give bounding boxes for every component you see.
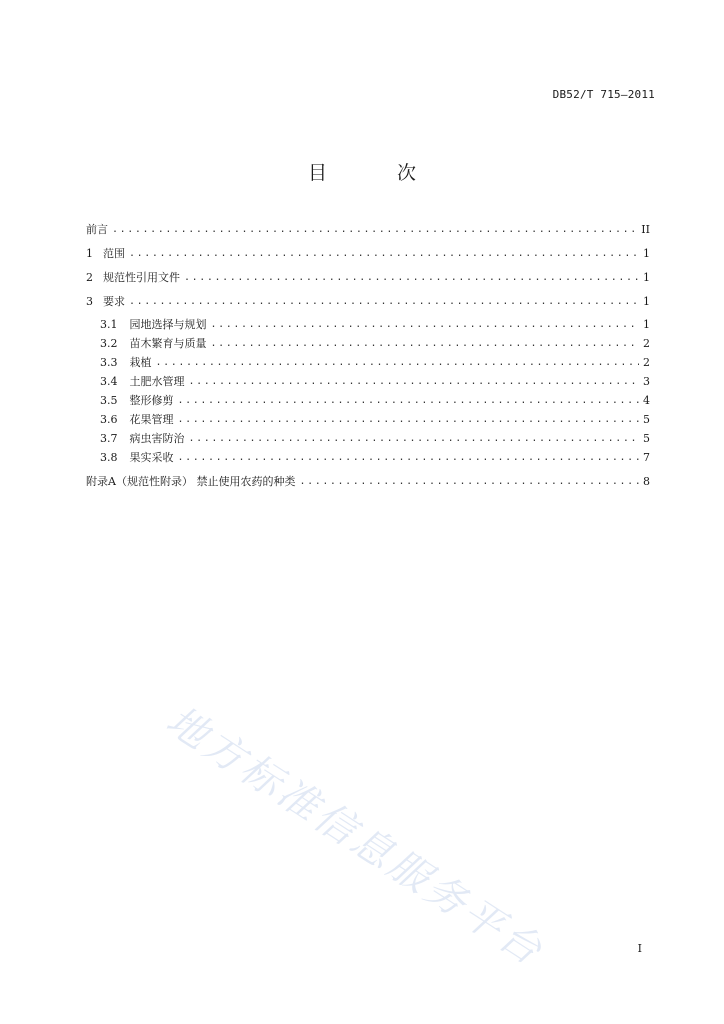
toc-entry-label: 要求 (103, 295, 125, 308)
toc-entry-page: 1 (643, 318, 650, 331)
toc-entry-label: 花果管理 (129, 413, 174, 426)
toc-entry-page: 3 (643, 375, 650, 388)
toc-entry[interactable] (100, 355, 650, 371)
toc-entry-number: 3.5 (100, 394, 118, 407)
toc-leader-dots (299, 474, 639, 490)
toc-entry-label: 病虫害防治 (129, 432, 185, 445)
toc-entry-page: 1 (643, 247, 650, 260)
page-number: I (637, 942, 642, 955)
toc-entry-label: 规范性引用文件 (103, 271, 180, 284)
toc-leader-dots (211, 317, 640, 333)
toc-entry-label: 苗木繁育与质量 (129, 337, 207, 350)
toc-entry[interactable] (100, 317, 650, 333)
toc-entry-page: 4 (643, 394, 650, 407)
toc-title: 目 次 (307, 162, 449, 184)
toc-entry[interactable] (100, 412, 650, 428)
toc-entry-number: 3.7 (100, 432, 118, 445)
toc-entry[interactable] (86, 222, 650, 238)
toc-leader-dots (129, 294, 639, 310)
toc-entry-number: 2 (86, 271, 93, 284)
toc-entry[interactable] (86, 270, 650, 286)
toc-entry-number: 3.6 (100, 413, 118, 426)
toc-entry[interactable] (100, 336, 650, 352)
toc-entry[interactable] (100, 393, 650, 409)
toc-entry-label: 范围 (103, 247, 125, 260)
toc-leader-dots (178, 393, 640, 409)
toc-entry[interactable] (100, 450, 650, 466)
toc-entry-page: 8 (643, 475, 650, 488)
toc-entry-page: 7 (643, 451, 650, 464)
toc-entry-label: 前言 (86, 223, 108, 236)
document-code: DB52/T 715—2011 (552, 88, 655, 101)
toc-entry-label: 附录A（规范性附录） 禁止使用农药的种类 (86, 475, 296, 488)
toc-entry-number: 3.3 (100, 356, 118, 369)
toc-entry-number: 3.2 (100, 337, 118, 350)
watermark-text: 地方标准信息服务平台 (158, 697, 553, 976)
toc-entry[interactable] (100, 374, 650, 390)
toc-leader-dots (189, 431, 640, 447)
toc-entry[interactable] (86, 474, 650, 490)
toc-leader-dots (156, 355, 640, 371)
toc-leader-dots (189, 374, 640, 390)
toc-entry-number: 3.1 (100, 318, 118, 331)
toc-entry-page: 2 (643, 356, 650, 369)
toc-leader-dots (178, 412, 640, 428)
toc-leader-dots (129, 246, 639, 262)
toc-entry[interactable] (86, 294, 650, 310)
toc-entry-page: 5 (643, 432, 650, 445)
toc-entry-number: 3 (86, 295, 93, 308)
toc-entry-label: 果实采收 (129, 451, 174, 464)
toc-entry-number: 3.8 (100, 451, 118, 464)
toc-leader-dots (184, 270, 639, 286)
toc-entry-page: 5 (643, 413, 650, 426)
toc-entry-page: 2 (643, 337, 650, 350)
toc-entry-number: 1 (86, 247, 93, 260)
toc-entry-page: 1 (643, 271, 650, 284)
toc-entry[interactable] (86, 246, 650, 262)
toc-entry[interactable] (100, 431, 650, 447)
toc-leader-dots (112, 222, 637, 238)
toc-entry-label: 土肥水管理 (129, 375, 185, 388)
toc-entry-page: II (641, 223, 650, 236)
toc-leader-dots (178, 450, 640, 466)
toc-leader-dots (211, 336, 640, 352)
toc-entry-page: 1 (643, 295, 650, 308)
toc-entry-label: 整形修剪 (129, 394, 174, 407)
toc-entry-label: 栽植 (129, 356, 152, 369)
toc-entry-label: 园地选择与规划 (129, 318, 207, 331)
toc-entry-number: 3.4 (100, 375, 118, 388)
